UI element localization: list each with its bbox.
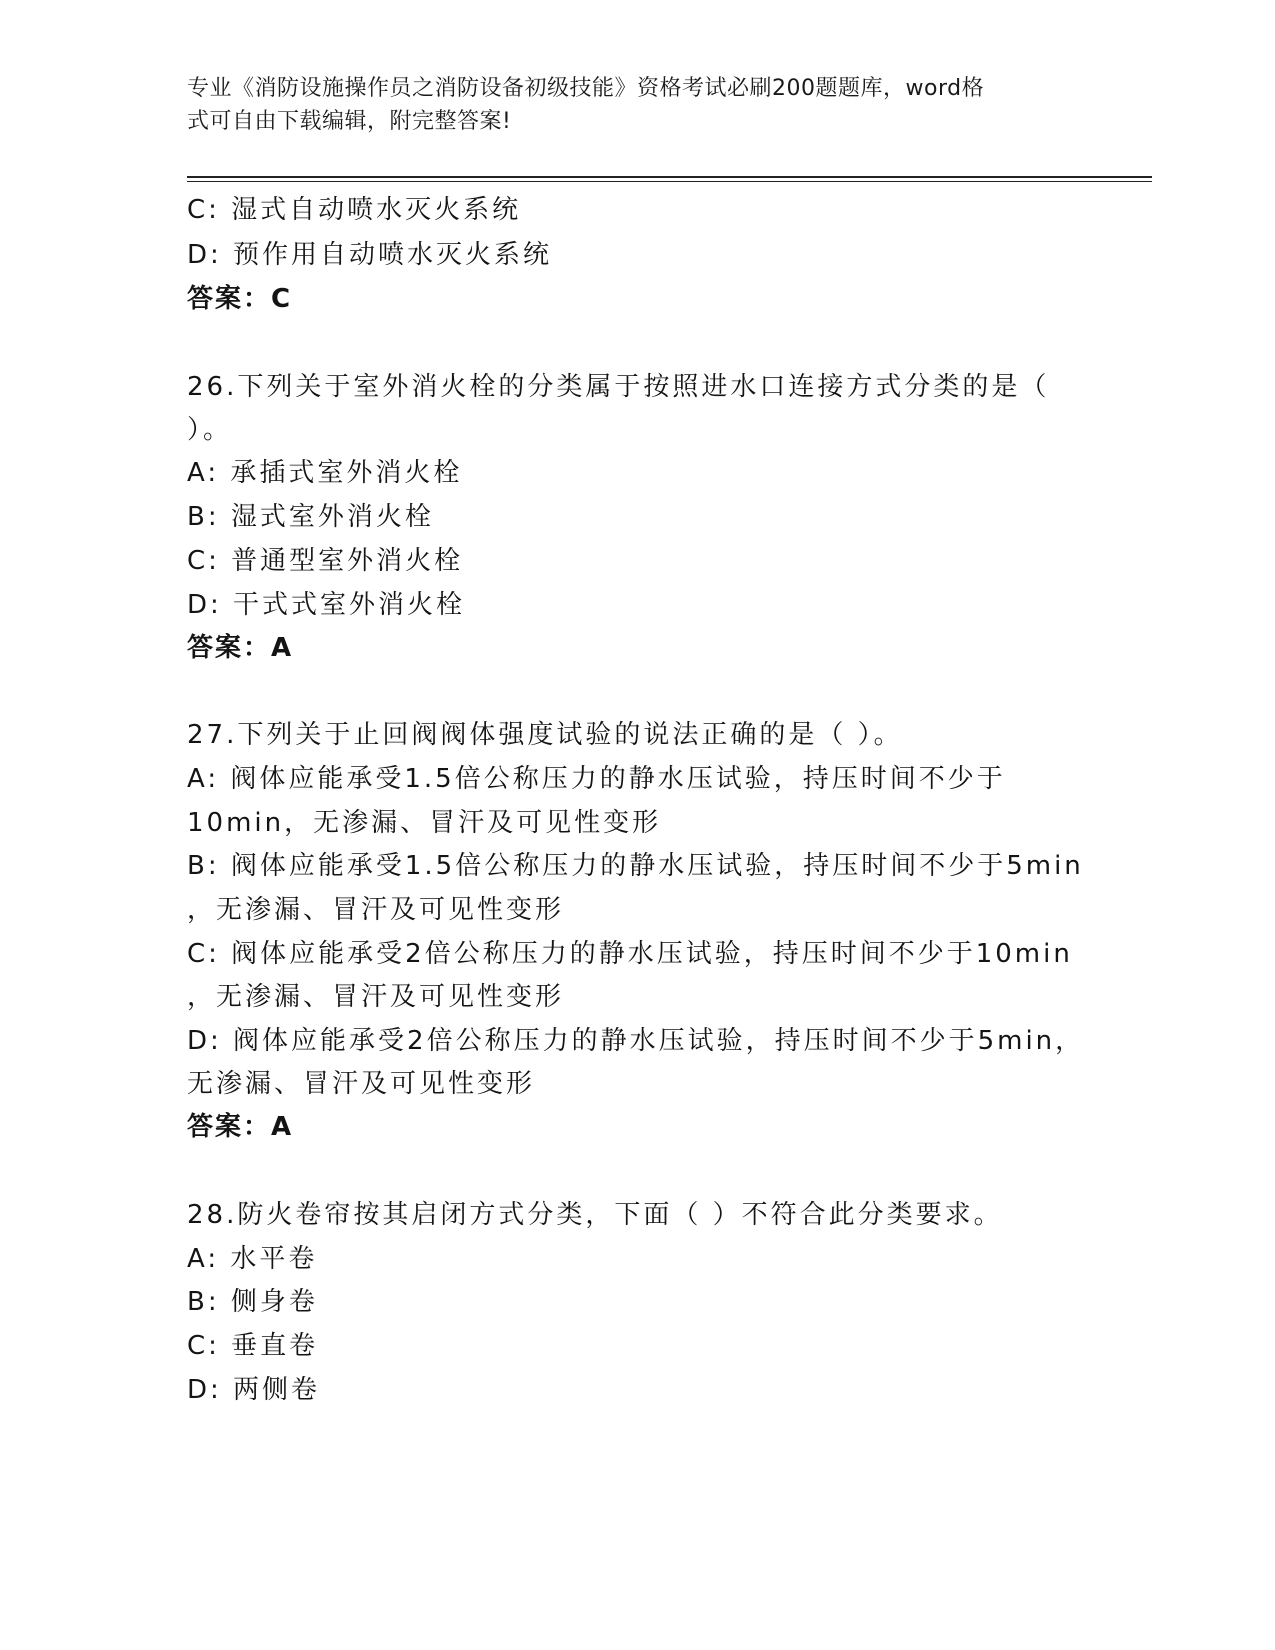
option-b: B: 湿式室外消火栓 [187,502,434,532]
option-c: C: 湿式自动喷水灭火系统 [187,195,522,225]
question-stem: ）。 [187,415,233,445]
question-stem: 28.防火卷帘按其启闭方式分类，下面（ ）不符合此分类要求。 [187,1200,1003,1230]
option-c: ，无渗漏、冒汗及可见性变形 [187,982,565,1012]
option-b: B: 侧身卷 [187,1287,318,1317]
option-c: C: 阀体应能承受2倍公称压力的静水压试验，持压时间不少于10min [187,939,1073,969]
header-divider-thick [187,176,1152,178]
option-a: A: 承插式室外消火栓 [187,458,463,488]
question-stem: 27.下列关于止回阀阀体强度试验的说法正确的是（ ）。 [187,720,903,750]
question-stem: 26.下列关于室外消火栓的分类属于按照进水口连接方式分类的是（ [187,372,1050,402]
answer: 答案：C [187,284,293,314]
option-d: 无渗漏、冒汗及可见性变形 [187,1069,536,1099]
option-d: D: 两侧卷 [187,1375,321,1405]
header-divider-thin [187,181,1152,182]
option-a: A: 阀体应能承受1.5倍公称压力的静水压试验，持压时间不少于 [187,764,1006,794]
answer: 答案：A [187,1112,294,1142]
option-c: C: 普通型室外消火栓 [187,546,464,576]
option-d: D: 阀体应能承受2倍公称压力的静水压试验，持压时间不少于5min， [187,1026,1085,1056]
option-b: ，无渗漏、冒汗及可见性变形 [187,895,565,925]
header-line-2: 式可自由下载编辑，附完整答案! [187,109,512,134]
option-d: D: 干式式室外消火栓 [187,590,466,620]
option-c: C: 垂直卷 [187,1331,319,1361]
option-d: D: 预作用自动喷水灭火系统 [187,240,553,270]
document-header [187,72,1067,138]
option-b: B: 阀体应能承受1.5倍公称压力的静水压试验，持压时间不少于5min [187,851,1084,881]
option-a: 10min，无渗漏、冒汗及可见性变形 [187,808,662,838]
option-a: A: 水平卷 [187,1244,318,1274]
header-line-1: 专业《消防设施操作员之消防设备初级技能》资格考试必刷200题题库，word格 [187,76,985,101]
answer: 答案：A [187,633,294,663]
